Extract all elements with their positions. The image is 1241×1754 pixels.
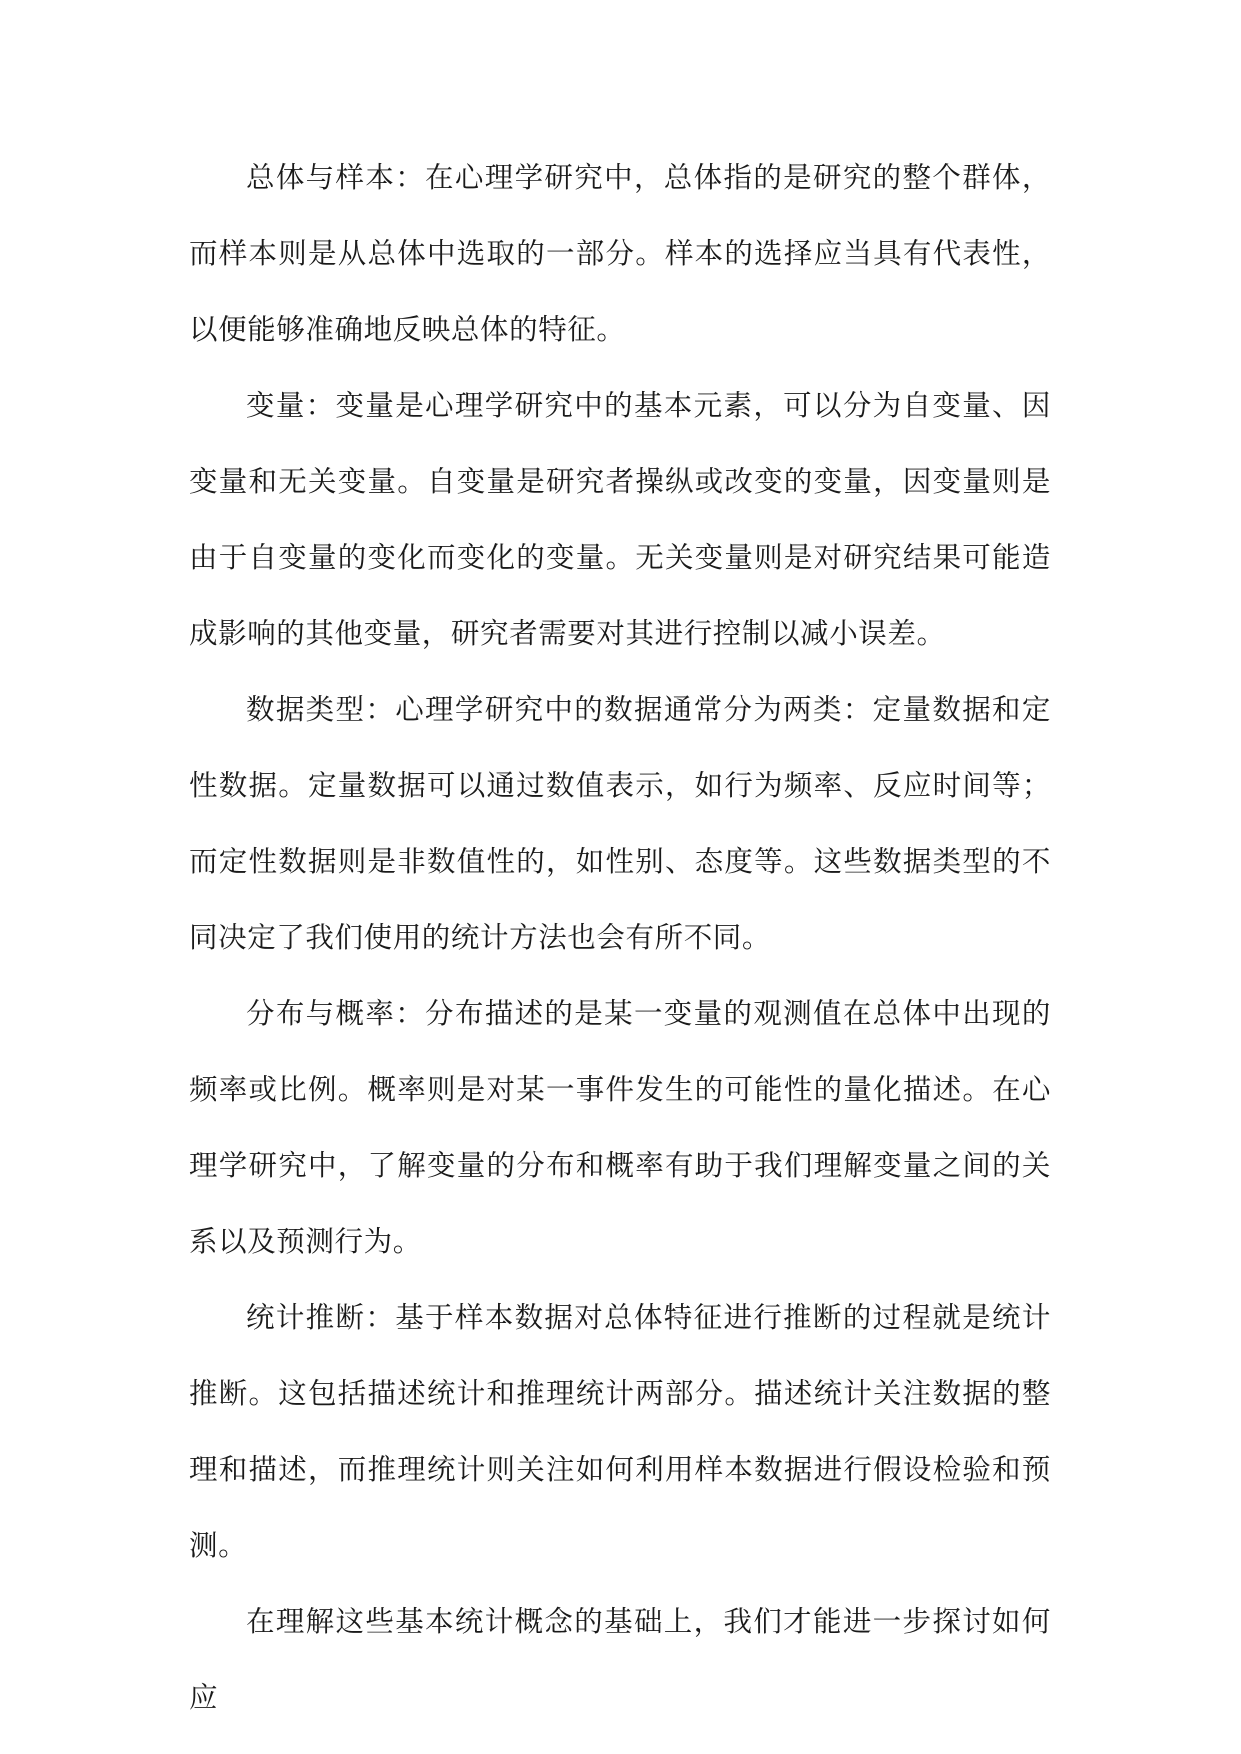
paragraph-population-sample: 总体与样本：在心理学研究中，总体指的是研究的整个群体，而样本则是从总体中选取的一部分。样本的选择应当具有代表性，以便能够准确地反映总体的特征。 bbox=[189, 161, 1051, 346]
paragraph-distribution-probability: 分布与概率：分布描述的是某一变量的观测值在总体中出现的频率或比例。概率则是对某一事件发生的可能性的量化描述。在心理学研究中，了解变量的分布和概率有助于我们理解变量之间的关系以及预测行为。 bbox=[189, 997, 1051, 1258]
paragraph-data-types: 数据类型：心理学研究中的数据通常分为两类：定量数据和定性数据。定量数据可以通过数值表示，如行为频率、反应时间等；而定性数据则是非数值性的，如性别、态度等。这些数据类型的不同决定了我们使用的统计方法也会有所不同。 bbox=[189, 693, 1051, 954]
document-body bbox=[189, 140, 1051, 1736]
paragraph-variables: 变量：变量是心理学研究中的基本元素，可以分为自变量、因变量和无关变量。自变量是研究者操纵或改变的变量，因变量则是由于自变量的变化而变化的变量。无关变量则是对研究结果可能造成影响的其他变量，研究者需要对其进行控制以减小误差。 bbox=[189, 389, 1051, 650]
paragraph-conclusion: 在理解这些基本统计概念的基础上，我们才能进一步探讨如何应 bbox=[189, 1605, 1051, 1714]
paragraph-statistical-inference: 统计推断：基于样本数据对总体特征进行推断的过程就是统计推断。这包括描述统计和推理统计两部分。描述统计关注数据的整理和描述，而推理统计则关注如何利用样本数据进行假设检验和预测。 bbox=[189, 1301, 1051, 1562]
